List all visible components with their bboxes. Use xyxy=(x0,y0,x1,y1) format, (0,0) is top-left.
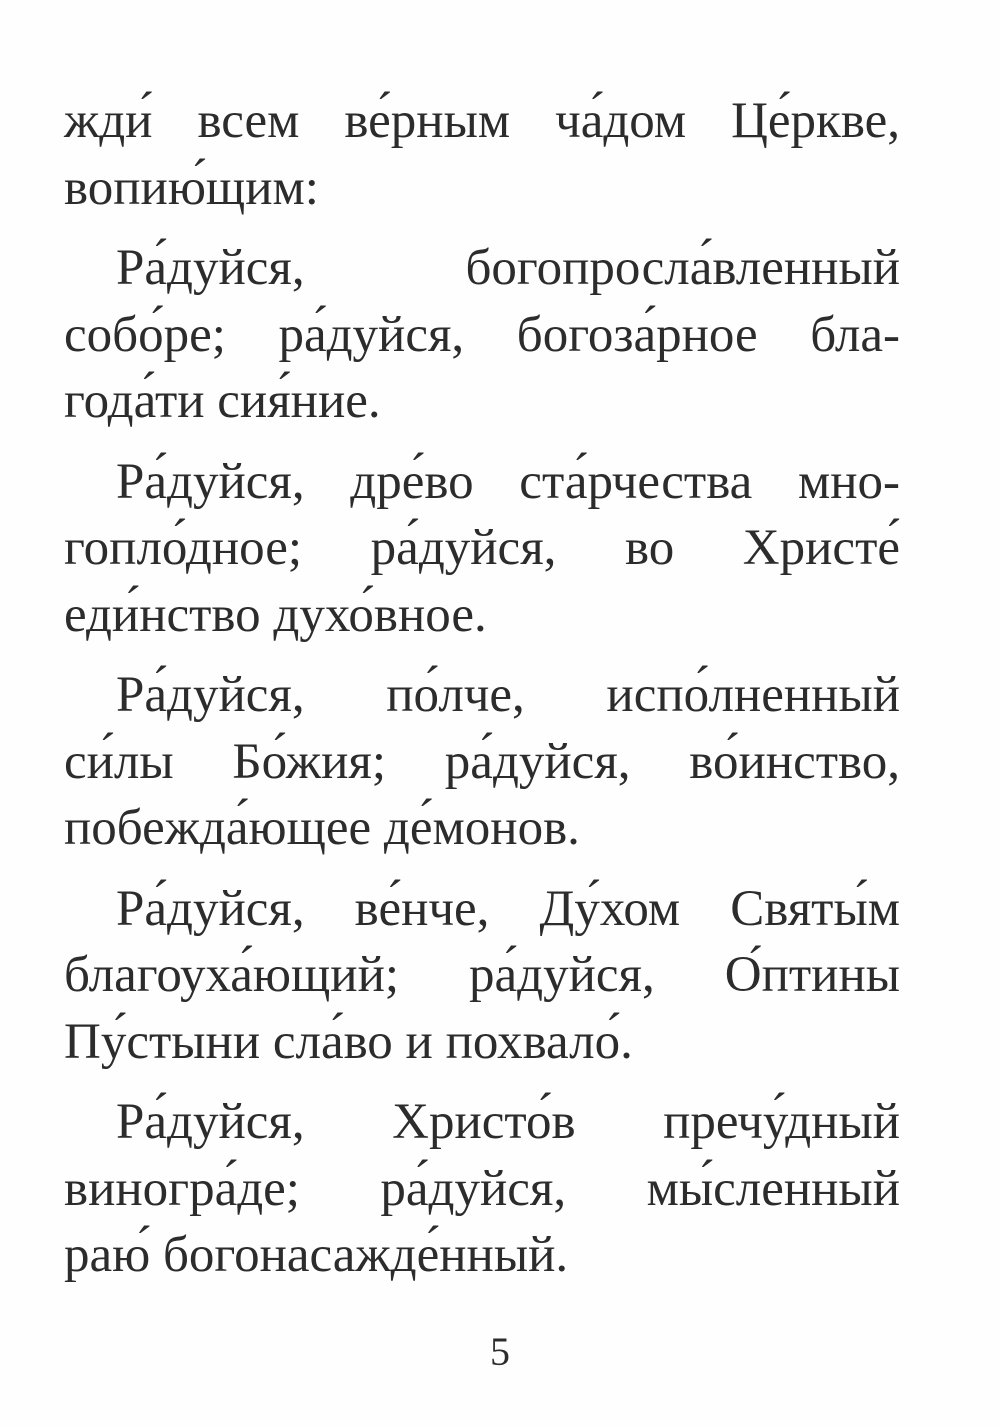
text-line: побежда́ющее де́монов. xyxy=(64,800,580,856)
text-line: гопло́дное; ра́дуйся, во Христе́ xyxy=(64,520,900,576)
text-line: виногра́де; ра́дуйся, мы́сленный xyxy=(64,1160,900,1217)
paragraph-1 xyxy=(64,88,900,221)
page-number: 5 xyxy=(490,1329,510,1374)
paragraph-4 xyxy=(64,662,900,862)
text-line: Пу́стыни сла́во и похвало́. xyxy=(64,1013,633,1070)
text-line: еди́нство духо́вное. xyxy=(64,586,487,643)
text-line: собо́ре; ра́дуйся, богоза́рное бла- xyxy=(64,306,900,363)
text-line: благоуха́ющий; ра́дуйся, О́птины xyxy=(64,947,900,1003)
text-line: Ра́дуйся, дре́во ста́рчества мно- xyxy=(116,453,900,510)
text-line: года́ти сия́ние. xyxy=(64,373,381,429)
text-line: Ра́дуйся, Христо́в пречу́дный xyxy=(116,1094,900,1150)
paragraph-6 xyxy=(64,1089,900,1289)
text-line: жди́ всем ве́рным ча́дом Це́ркве, xyxy=(64,93,900,149)
text-line: си́лы Бо́жия; ра́дуйся, во́инство, xyxy=(64,733,900,790)
text-line: Ра́дуйся, ве́нче, Ду́хом Святы́м xyxy=(116,880,900,937)
paragraph-2 xyxy=(64,235,900,435)
text-line: раю́ богонасажде́нный. xyxy=(64,1227,569,1283)
paragraph-3 xyxy=(64,449,900,649)
text-line: Ра́дуйся, богопросла́вленный xyxy=(116,240,900,296)
text-line: Ра́дуйся, по́лче, испо́лненный xyxy=(116,667,900,723)
paragraph-5 xyxy=(64,876,900,1076)
text-line: вопию́щим: xyxy=(64,159,319,216)
